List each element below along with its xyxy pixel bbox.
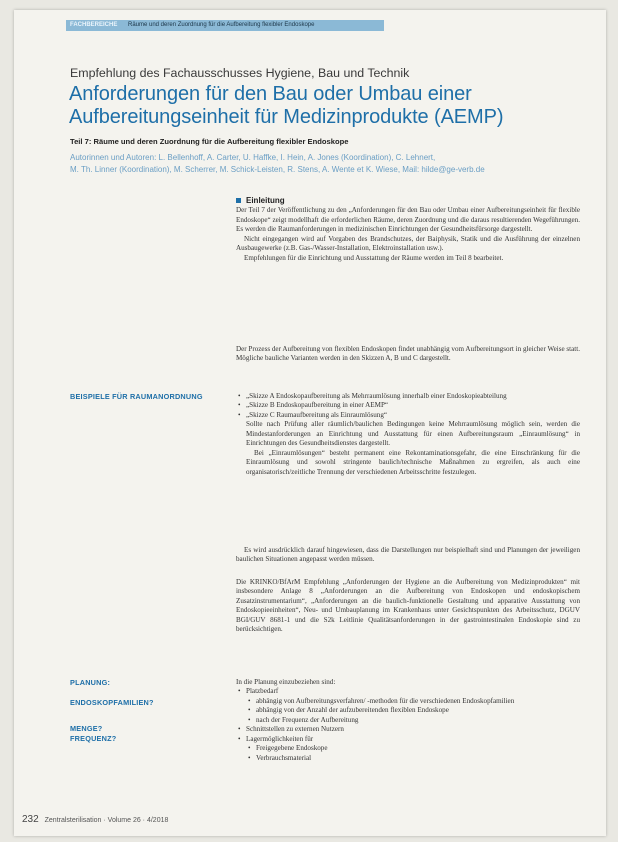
example-item: • „Skizze B Endoskopaufbereitung in einer AEMP“ bbox=[236, 401, 580, 410]
section-running-title: Räume und deren Zuordnung für die Aufbereitung flexibler Endoskope bbox=[128, 22, 315, 28]
intro-paragraph: Nicht eingegangen wird auf Vorgaben des Brandschutzes, der Baiphysik, Statik und die Ausführung der einzelnen Ausbaugewerke (z.B. Gas-/Wasser-Installation, Elektroinstallation usw.). bbox=[236, 234, 580, 253]
planning-item: • Platzbedarf • abhängig von Aufbereitungsverfahren/ -methoden für die verschiedenen Endoskopfamilien • abhängig von der Anzahl der aufzubereitenden flexiblen Endoskope • nach der Frequenz der Aufbereitung bbox=[236, 687, 580, 725]
planning-sublist bbox=[246, 697, 580, 725]
krinko-paragraph-block bbox=[236, 578, 580, 635]
planning-subitem: • Freigegebene Endoskope bbox=[246, 744, 580, 753]
page-number: 232 bbox=[22, 814, 39, 825]
author-line: M. Th. Linner (Koordination), M. Scherrer, M. Schick-Leisten, R. Stens, A. Wente et K. Wiese, Mail: hilde@ge-verb.de bbox=[70, 165, 485, 174]
intro-section bbox=[236, 196, 580, 263]
article-title-line: Aufbereitungseinheit für Medizinprodukte (AEMP) bbox=[69, 106, 504, 128]
section-category: FACHBEREICHE bbox=[70, 22, 118, 28]
process-paragraph: Der Prozess der Aufbereitung von flexiblen Endoskopen findet unabhängig vom Aufbereitungsort in gleicher Weise statt. Mögliche bauliche Varianten werden in den Skizzen A, B und C dargestellt. bbox=[236, 345, 580, 363]
planning-item: • Schnittstellen zu externen Nutzern bbox=[236, 725, 580, 734]
planning-subitem: • nach der Frequenz der Aufbereitung bbox=[246, 716, 580, 725]
krinko-paragraph: Die KRINKO/BfArM Empfehlung „Anforderungen der Hygiene an die Aufbereitung von Medizinprodukten“ mit insbesondere Anlage 8 „Anforderungen an die Aufbereitung von Endoskopen und endoskopischem Zusatzinstrumentarium“, „Anforderungen an die baulich-funktionelle Gestaltung und apparative Ausstattung von Endoskopieeinheiten“, Neu- und Umbauplanung im Krankenhaus unter Gesichtspunkten des Arbeitsschutz, DGUV BGI/GUV 8681-1 und die S2k Leitlinie Qualitätsanforderungen in der gastrointestinalen Endoskopie sind zu berücksichtigen. bbox=[236, 578, 580, 634]
planning-subitem: • Verbrauchsmaterial bbox=[246, 754, 580, 763]
planning-intro: In die Planung einzubeziehen sind: bbox=[236, 678, 336, 686]
planning-subitem: • abhängig von Aufbereitungsverfahren/ -methoden für die verschiedenen Endoskopfamilien bbox=[246, 697, 580, 706]
sidebar-label-planung: PLANUNG: bbox=[70, 678, 111, 687]
intro-paragraph: Der Teil 7 der Veröffentlichung zu den „Anforderungen für den Bau oder Umbau einer Aufbereitungseinheit für flexible Endoskope“ zeigt modellhaft die erforderlichen Räume, deren Zuordnung und die daraus resultierenden Wegeführungen. Es werden die Raumanforderungen in medizinischen Einrichtungen der Gesundheitsfürsorge dargestellt. bbox=[236, 206, 580, 234]
sidebar-label-frequenz: FREQUENZ? bbox=[70, 734, 117, 743]
examples-list bbox=[236, 392, 580, 420]
bullet-square-icon bbox=[236, 198, 241, 203]
intro-paragraph: Empfehlungen für die Einrichtung und Ausstattung der Räume werden im Teil 8 bearbeitet. bbox=[244, 253, 504, 262]
planning-list bbox=[236, 687, 580, 763]
section-heading: Einleitung bbox=[236, 196, 580, 205]
author-list bbox=[70, 152, 600, 176]
author-line: Autorinnen und Autoren: L. Bellenhoff, A. Carter, U. Haffke, I. Hein, A. Jones (Koordination), C. Lehnert, bbox=[70, 153, 436, 162]
example-item: • „Skizze A Endoskopaufbereitung als Mehrraumlösung innerhalb einer Endoskopieabteilung bbox=[236, 392, 580, 401]
article-kicker: Empfehlung des Fachausschusses Hygiene, Bau und Technik bbox=[70, 66, 410, 80]
planning-section bbox=[236, 678, 580, 763]
planning-sublist bbox=[246, 744, 580, 763]
hint-paragraph-block bbox=[236, 546, 580, 565]
example-c-text: Bei „Einraumlösungen“ besteht permanent eine Rekontaminationsgefahr, die eine Einschränkung für die Einraumlösung und sowohl stringente baulich/technische Maßnahmen zu ergreifen, als auch eine organisatorisch/zeitliche Trennung der verschiedenen Arbeitsschritte festzulegen. bbox=[246, 448, 580, 476]
process-paragraph-block bbox=[236, 345, 580, 364]
page-footer bbox=[22, 814, 168, 825]
hint-paragraph: Es wird ausdrücklich darauf hingewiesen, dass die Darstellungen nur beispielhaft sind und Planungen der jeweiligen baulichen Situationen angepasst werden müssen. bbox=[236, 546, 580, 564]
examples-section bbox=[236, 392, 580, 477]
journal-citation: Zentralsterilisation · Volume 26 · 4/2018 bbox=[44, 817, 169, 824]
section-header-bar bbox=[66, 20, 384, 31]
planning-item: • Lagermöglichkeiten für • Freigegebene Endoskope • Verbrauchsmaterial bbox=[236, 735, 580, 763]
article-title bbox=[69, 83, 589, 129]
planning-subitem: • abhängig von der Anzahl der aufzubereitenden flexiblen Endoskope bbox=[246, 706, 580, 715]
document-page bbox=[14, 10, 606, 836]
article-subtitle: Teil 7: Räume und deren Zuordnung für die Aufbereitung flexibler Endoskope bbox=[70, 137, 349, 146]
example-c-text: Sollte nach Prüfung aller räumlich/baulichen Bedingungen keine Mehrraumlösung möglich sein, werden die Mindestanforderungen an Einrichtung und Ausstattung für einen Aufbereitungsraum „Einraumlösung“ in Einrichtungen des Gesundheitsdienstes dargestellt. bbox=[246, 420, 580, 448]
sidebar-label-menge: MENGE? bbox=[70, 724, 103, 733]
article-title-line: Anforderungen für den Bau oder Umbau einer bbox=[69, 83, 472, 105]
example-item: • „Skizze C Raumaufbereitung als Einraumlösung“ bbox=[236, 411, 580, 420]
sidebar-label-beispiele: BEISPIELE FÜR RAUMANORDNUNG bbox=[70, 392, 203, 401]
sidebar-label-endoskopfamilien: ENDOSKOPFAMILIEN? bbox=[70, 698, 154, 707]
